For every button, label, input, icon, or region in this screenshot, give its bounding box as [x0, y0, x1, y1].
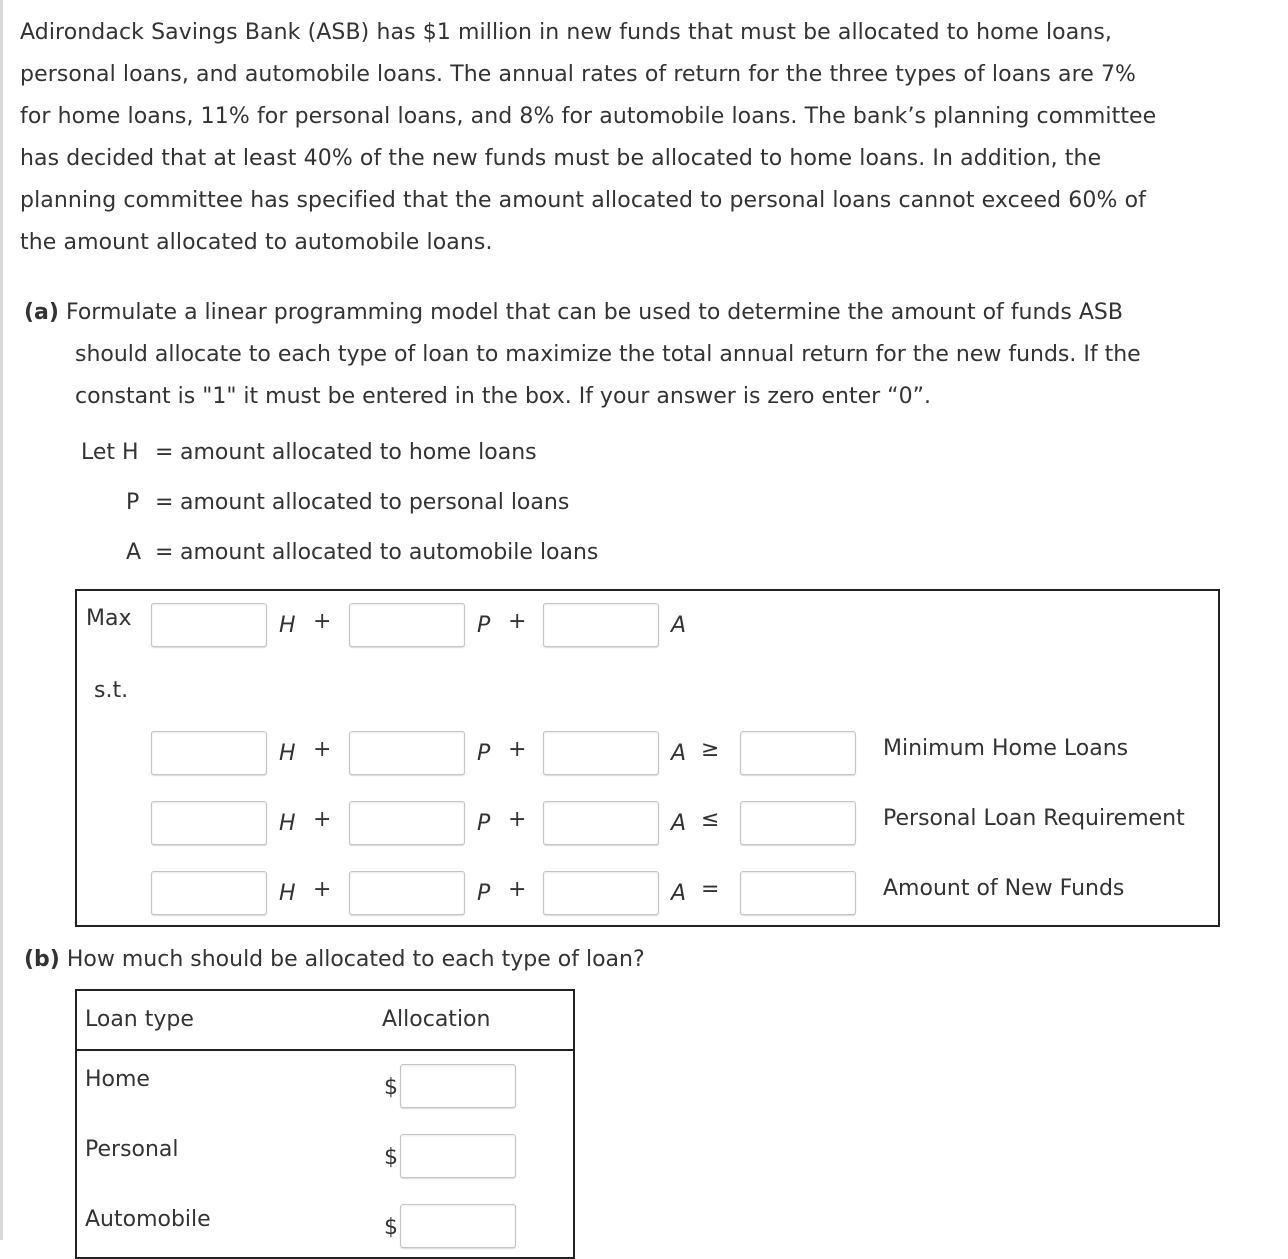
plus-sign: + — [313, 807, 332, 832]
part-b-label: (b) — [24, 947, 60, 972]
def-p-var: P — [126, 490, 140, 515]
c1-a-coef-input[interactable] — [543, 731, 659, 775]
c2-rhs-input[interactable] — [740, 801, 856, 845]
currency-symbol: $ — [384, 1145, 398, 1170]
var-h-label: H — [279, 811, 296, 836]
c2-p-coef-input[interactable] — [349, 801, 465, 845]
def-a-eq: = — [155, 540, 174, 565]
var-p-label: P — [477, 741, 491, 766]
c2-a-coef-input[interactable] — [543, 801, 659, 845]
part-a-label: (a) — [24, 300, 59, 325]
objective-p-coef-input[interactable] — [349, 603, 465, 647]
var-h-label: H — [279, 613, 296, 638]
plus-sign: + — [313, 609, 332, 634]
currency-symbol: $ — [384, 1215, 398, 1240]
allocation-table — [75, 989, 575, 1259]
def-a-var: A — [126, 540, 142, 565]
var-a-label: A — [671, 811, 687, 836]
part-a-prompt — [24, 292, 1264, 418]
row-automobile-label: Automobile — [85, 1207, 211, 1232]
problem-line: the amount allocated to automobile loans. — [20, 230, 493, 255]
row-home-label: Home — [85, 1067, 150, 1092]
plus-sign: + — [313, 737, 332, 762]
c3-rhs-input[interactable] — [740, 871, 856, 915]
var-a-label: A — [671, 613, 687, 638]
table-header-allocation: Allocation — [382, 1007, 491, 1032]
c1-name: Minimum Home Loans — [883, 736, 1129, 761]
problem-line: planning committee has specified that the amount allocated to personal loans cannot exceed 60% of — [20, 188, 1146, 213]
def-h-eq: = — [155, 440, 174, 465]
problem-line: for home loans, 11% for personal loans, and 8% for automobile loans. The bank’s planning committee — [20, 104, 1157, 129]
part-b-prompt — [24, 940, 645, 980]
c1-rhs-input[interactable] — [740, 731, 856, 775]
def-p-text: amount allocated to personal loans — [180, 490, 570, 515]
problem-line: Adirondack Savings Bank (ASB) has $1 million in new funds that must be allocated to home loans, — [20, 20, 1113, 45]
var-p-label: P — [477, 811, 491, 836]
lp-model-box — [75, 589, 1220, 927]
plus-sign: + — [508, 877, 527, 902]
var-a-label: A — [671, 741, 687, 766]
plus-sign: + — [508, 737, 527, 762]
left-border — [0, 0, 3, 1240]
row-personal-label: Personal — [85, 1137, 179, 1162]
def-h-text: amount allocated to home loans — [180, 440, 537, 465]
part-a-line — [24, 292, 1264, 334]
max-label: Max — [86, 606, 132, 631]
c1-operator: ≥ — [701, 737, 720, 762]
objective-a-coef-input[interactable] — [543, 603, 659, 647]
c3-name: Amount of New Funds — [883, 876, 1125, 901]
c2-operator: ≤ — [701, 807, 720, 832]
currency-symbol: $ — [384, 1075, 398, 1100]
c3-h-coef-input[interactable] — [151, 871, 267, 915]
automobile-allocation-input[interactable] — [400, 1204, 516, 1248]
c3-p-coef-input[interactable] — [349, 871, 465, 915]
c3-operator: = — [701, 877, 720, 902]
part-a-line: should allocate to each type of loan to maximize the total annual return for the new funds. If the — [75, 342, 1141, 367]
def-p-eq: = — [155, 490, 174, 515]
table-header-loan-type: Loan type — [85, 1007, 194, 1032]
def-h-var: Let H — [81, 440, 139, 465]
objective-h-coef-input[interactable] — [151, 603, 267, 647]
c2-name: Personal Loan Requirement — [883, 806, 1185, 831]
plus-sign: + — [313, 877, 332, 902]
problem-statement — [20, 12, 1270, 264]
var-a-label: A — [671, 881, 687, 906]
c1-p-coef-input[interactable] — [349, 731, 465, 775]
home-allocation-input[interactable] — [400, 1064, 516, 1108]
c2-h-coef-input[interactable] — [151, 801, 267, 845]
part-a-line: constant is "1" it must be entered in the box. If your answer is zero enter “0”. — [75, 384, 931, 409]
c3-a-coef-input[interactable] — [543, 871, 659, 915]
plus-sign: + — [508, 807, 527, 832]
var-h-label: H — [279, 881, 296, 906]
var-h-label: H — [279, 741, 296, 766]
c1-h-coef-input[interactable] — [151, 731, 267, 775]
def-a-text: amount allocated to automobile loans — [180, 540, 599, 565]
problem-line: personal loans, and automobile loans. The annual rates of return for the three types of loans are 7% — [20, 62, 1137, 87]
header-divider — [77, 1049, 573, 1051]
personal-allocation-input[interactable] — [400, 1134, 516, 1178]
var-p-label: P — [477, 881, 491, 906]
problem-line: has decided that at least 40% of the new funds must be allocated to home loans. In addition, the — [20, 146, 1102, 171]
st-label: s.t. — [94, 678, 129, 703]
part-a-text: Formulate a linear programming model that can be used to determine the amount of funds ASB — [65, 300, 1123, 325]
part-b-question: How much should be allocated to each type of loan? — [66, 947, 645, 972]
var-p-label: P — [477, 613, 491, 638]
plus-sign: + — [508, 609, 527, 634]
